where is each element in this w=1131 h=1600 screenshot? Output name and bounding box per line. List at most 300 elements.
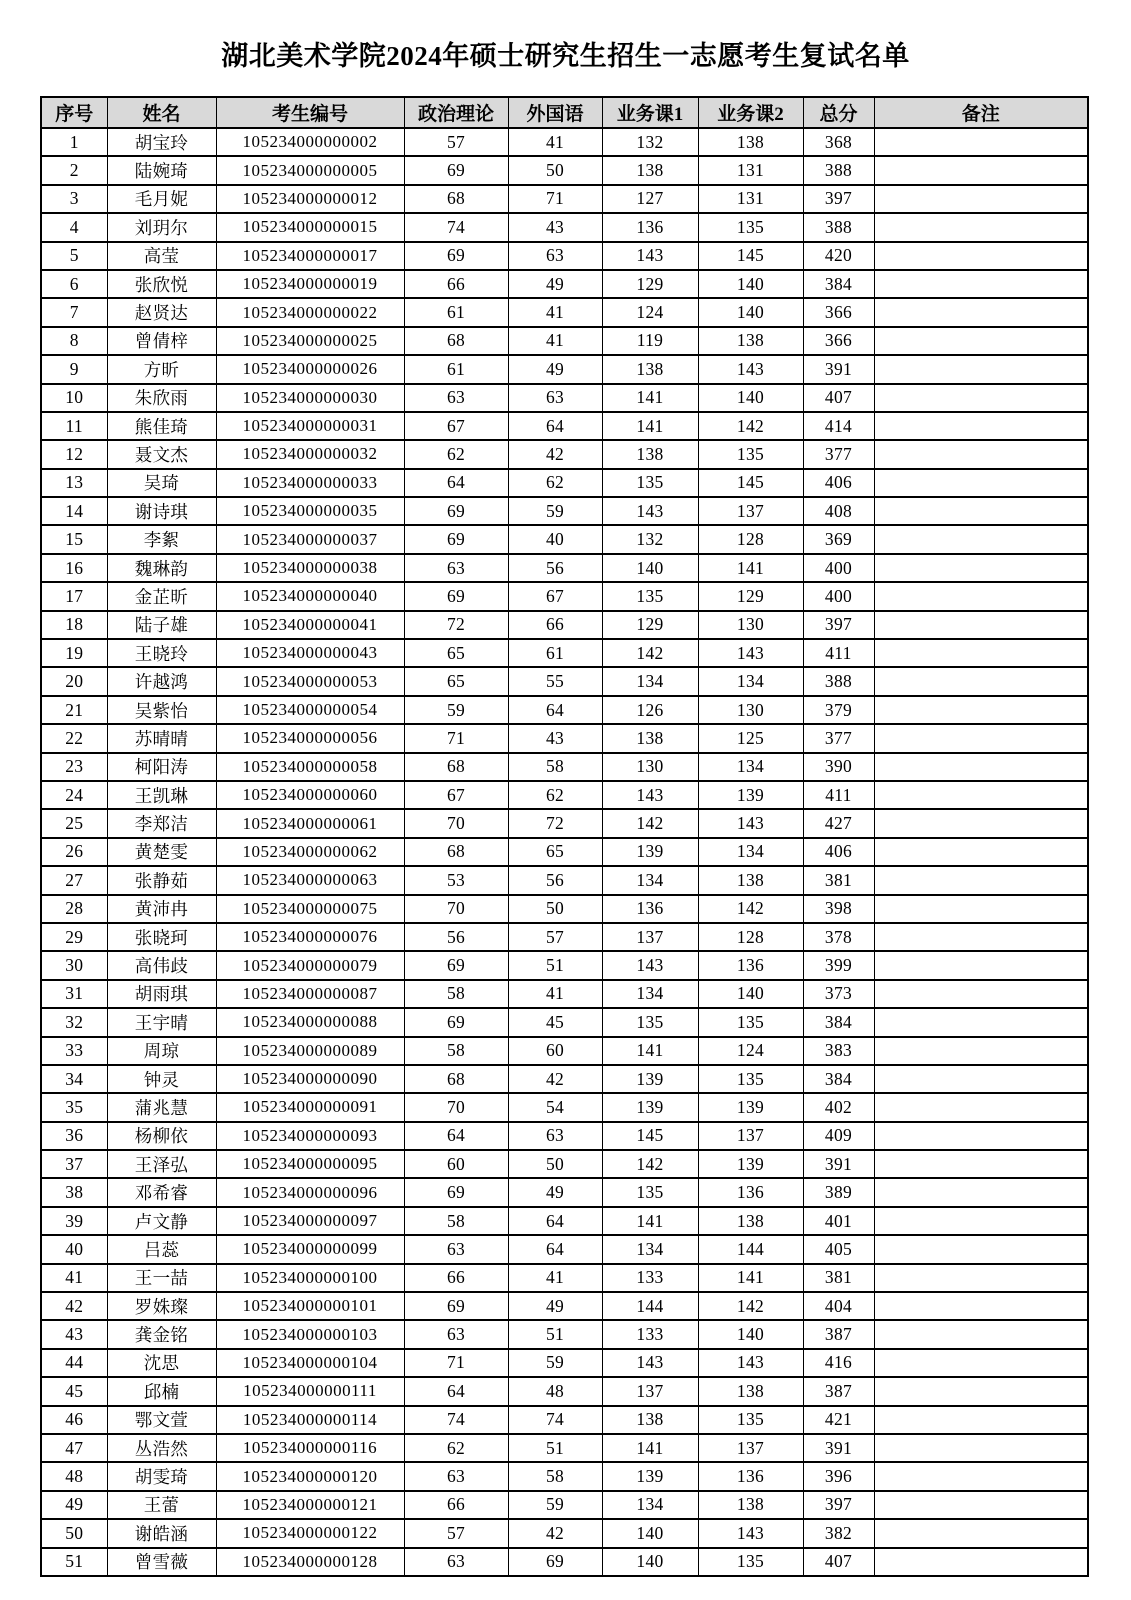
column-header-foreign-language: 外国语 <box>508 97 602 128</box>
table-row <box>41 1150 1088 1178</box>
cell-candidate-id: 105234000000054 <box>216 696 404 724</box>
cell-course2: 138 <box>698 128 803 156</box>
cell-politics: 66 <box>404 1491 508 1519</box>
cell-no: 9 <box>41 355 107 383</box>
cell-foreign-language: 71 <box>508 185 602 213</box>
cell-name: 胡宝玲 <box>107 128 216 156</box>
cell-name: 金芷昕 <box>107 582 216 610</box>
cell-name: 曾倩梓 <box>107 327 216 355</box>
cell-course1: 145 <box>602 1122 698 1150</box>
table-row <box>41 866 1088 894</box>
cell-course2: 131 <box>698 185 803 213</box>
cell-total: 383 <box>803 1037 874 1065</box>
cell-remark <box>874 1065 1088 1093</box>
cell-candidate-id: 105234000000093 <box>216 1122 404 1150</box>
cell-foreign-language: 41 <box>508 980 602 1008</box>
table-row <box>41 667 1088 695</box>
cell-politics: 61 <box>404 298 508 326</box>
cell-course2: 130 <box>698 611 803 639</box>
cell-foreign-language: 54 <box>508 1093 602 1121</box>
cell-course1: 140 <box>602 1519 698 1547</box>
cell-remark <box>874 781 1088 809</box>
cell-total: 397 <box>803 1491 874 1519</box>
cell-no: 24 <box>41 781 107 809</box>
cell-politics: 71 <box>404 724 508 752</box>
cell-candidate-id: 105234000000005 <box>216 156 404 184</box>
cell-politics: 63 <box>404 1462 508 1490</box>
cell-name: 吴琦 <box>107 469 216 497</box>
cell-remark <box>874 185 1088 213</box>
table-row <box>41 1519 1088 1547</box>
cell-remark <box>874 213 1088 241</box>
cell-remark <box>874 1292 1088 1320</box>
cell-foreign-language: 63 <box>508 1122 602 1150</box>
cell-total: 377 <box>803 440 874 468</box>
cell-no: 51 <box>41 1548 107 1576</box>
cell-course1: 138 <box>602 724 698 752</box>
column-header-no: 序号 <box>41 97 107 128</box>
cell-name: 张欣悦 <box>107 270 216 298</box>
cell-politics: 65 <box>404 639 508 667</box>
cell-no: 10 <box>41 384 107 412</box>
cell-candidate-id: 105234000000060 <box>216 781 404 809</box>
cell-course1: 143 <box>602 781 698 809</box>
cell-candidate-id: 105234000000002 <box>216 128 404 156</box>
cell-total: 366 <box>803 327 874 355</box>
cell-course2: 134 <box>698 753 803 781</box>
cell-candidate-id: 105234000000111 <box>216 1377 404 1405</box>
cell-course2: 140 <box>698 980 803 1008</box>
cell-name: 曾雪薇 <box>107 1548 216 1576</box>
cell-total: 408 <box>803 497 874 525</box>
cell-no: 15 <box>41 525 107 553</box>
cell-candidate-id: 105234000000122 <box>216 1519 404 1547</box>
cell-course2: 136 <box>698 951 803 979</box>
cell-total: 391 <box>803 1434 874 1462</box>
cell-course1: 143 <box>602 951 698 979</box>
cell-no: 46 <box>41 1406 107 1434</box>
cell-name: 魏琳韵 <box>107 554 216 582</box>
cell-name: 胡雨琪 <box>107 980 216 1008</box>
cell-name: 柯阳涛 <box>107 753 216 781</box>
cell-total: 397 <box>803 185 874 213</box>
cell-total: 390 <box>803 753 874 781</box>
cell-course2: 138 <box>698 1207 803 1235</box>
cell-name: 王泽弘 <box>107 1150 216 1178</box>
cell-remark <box>874 582 1088 610</box>
cell-course2: 142 <box>698 1292 803 1320</box>
cell-politics: 68 <box>404 327 508 355</box>
cell-no: 39 <box>41 1207 107 1235</box>
table-row <box>41 156 1088 184</box>
cell-candidate-id: 105234000000017 <box>216 242 404 270</box>
cell-course1: 133 <box>602 1264 698 1292</box>
cell-candidate-id: 105234000000075 <box>216 895 404 923</box>
cell-total: 368 <box>803 128 874 156</box>
cell-candidate-id: 105234000000058 <box>216 753 404 781</box>
cell-candidate-id: 105234000000033 <box>216 469 404 497</box>
cell-total: 388 <box>803 156 874 184</box>
cell-course2: 141 <box>698 1264 803 1292</box>
cell-course1: 141 <box>602 384 698 412</box>
cell-remark <box>874 497 1088 525</box>
cell-candidate-id: 105234000000030 <box>216 384 404 412</box>
cell-course2: 139 <box>698 1093 803 1121</box>
cell-remark <box>874 866 1088 894</box>
cell-politics: 63 <box>404 1235 508 1263</box>
cell-foreign-language: 49 <box>508 355 602 383</box>
cell-candidate-id: 105234000000121 <box>216 1491 404 1519</box>
column-header-remark: 备注 <box>874 97 1088 128</box>
cell-politics: 70 <box>404 1093 508 1121</box>
cell-candidate-id: 105234000000031 <box>216 412 404 440</box>
cell-name: 苏晴晴 <box>107 724 216 752</box>
cell-remark <box>874 639 1088 667</box>
cell-no: 45 <box>41 1377 107 1405</box>
table-row <box>41 1037 1088 1065</box>
cell-foreign-language: 43 <box>508 724 602 752</box>
cell-name: 黄楚雯 <box>107 838 216 866</box>
cell-foreign-language: 59 <box>508 497 602 525</box>
cell-foreign-language: 66 <box>508 611 602 639</box>
cell-politics: 68 <box>404 838 508 866</box>
cell-name: 陆子雄 <box>107 611 216 639</box>
cell-course2: 140 <box>698 298 803 326</box>
cell-no: 25 <box>41 809 107 837</box>
cell-course2: 135 <box>698 440 803 468</box>
cell-name: 许越鸿 <box>107 667 216 695</box>
cell-foreign-language: 50 <box>508 895 602 923</box>
cell-politics: 66 <box>404 270 508 298</box>
cell-remark <box>874 1491 1088 1519</box>
cell-name: 李絮 <box>107 525 216 553</box>
candidates-table <box>40 96 1089 1577</box>
cell-total: 384 <box>803 1065 874 1093</box>
cell-politics: 57 <box>404 1519 508 1547</box>
table-row <box>41 554 1088 582</box>
cell-course1: 141 <box>602 1434 698 1462</box>
cell-foreign-language: 42 <box>508 1519 602 1547</box>
cell-foreign-language: 40 <box>508 525 602 553</box>
cell-course1: 141 <box>602 1037 698 1065</box>
cell-course1: 140 <box>602 1548 698 1576</box>
cell-no: 28 <box>41 895 107 923</box>
cell-politics: 68 <box>404 1065 508 1093</box>
cell-no: 12 <box>41 440 107 468</box>
cell-foreign-language: 62 <box>508 781 602 809</box>
cell-candidate-id: 105234000000096 <box>216 1178 404 1206</box>
cell-course1: 130 <box>602 753 698 781</box>
cell-candidate-id: 105234000000076 <box>216 923 404 951</box>
cell-course1: 134 <box>602 866 698 894</box>
cell-foreign-language: 42 <box>508 440 602 468</box>
cell-politics: 69 <box>404 951 508 979</box>
cell-foreign-language: 48 <box>508 1377 602 1405</box>
column-header-course1: 业务课1 <box>602 97 698 128</box>
cell-no: 49 <box>41 1491 107 1519</box>
cell-candidate-id: 105234000000088 <box>216 1008 404 1036</box>
cell-course2: 140 <box>698 270 803 298</box>
cell-course2: 139 <box>698 1150 803 1178</box>
cell-foreign-language: 65 <box>508 838 602 866</box>
cell-foreign-language: 63 <box>508 384 602 412</box>
column-header-name: 姓名 <box>107 97 216 128</box>
cell-politics: 58 <box>404 980 508 1008</box>
cell-candidate-id: 105234000000015 <box>216 213 404 241</box>
cell-course2: 137 <box>698 1122 803 1150</box>
cell-course1: 139 <box>602 1462 698 1490</box>
cell-politics: 62 <box>404 1434 508 1462</box>
cell-total: 387 <box>803 1377 874 1405</box>
cell-foreign-language: 67 <box>508 582 602 610</box>
cell-course2: 125 <box>698 724 803 752</box>
cell-politics: 72 <box>404 611 508 639</box>
cell-total: 382 <box>803 1519 874 1547</box>
cell-course2: 141 <box>698 554 803 582</box>
table-row <box>41 1122 1088 1150</box>
cell-total: 420 <box>803 242 874 270</box>
cell-remark <box>874 1349 1088 1377</box>
cell-total: 388 <box>803 213 874 241</box>
cell-total: 400 <box>803 582 874 610</box>
cell-remark <box>874 696 1088 724</box>
cell-remark <box>874 525 1088 553</box>
cell-no: 30 <box>41 951 107 979</box>
table-row <box>41 440 1088 468</box>
cell-course2: 129 <box>698 582 803 610</box>
cell-no: 36 <box>41 1122 107 1150</box>
cell-course1: 141 <box>602 1207 698 1235</box>
cell-course1: 138 <box>602 1406 698 1434</box>
cell-foreign-language: 64 <box>508 1207 602 1235</box>
cell-total: 391 <box>803 355 874 383</box>
cell-total: 411 <box>803 639 874 667</box>
cell-politics: 66 <box>404 1264 508 1292</box>
cell-candidate-id: 105234000000025 <box>216 327 404 355</box>
cell-remark <box>874 1093 1088 1121</box>
cell-name: 邱楠 <box>107 1377 216 1405</box>
cell-candidate-id: 105234000000091 <box>216 1093 404 1121</box>
table-header-row <box>41 97 1088 128</box>
cell-course2: 138 <box>698 1377 803 1405</box>
table-row <box>41 895 1088 923</box>
cell-politics: 58 <box>404 1207 508 1235</box>
cell-candidate-id: 105234000000037 <box>216 525 404 553</box>
cell-course2: 128 <box>698 525 803 553</box>
cell-course2: 143 <box>698 809 803 837</box>
cell-name: 丛浩然 <box>107 1434 216 1462</box>
cell-foreign-language: 43 <box>508 213 602 241</box>
cell-name: 龚金铭 <box>107 1320 216 1348</box>
cell-remark <box>874 128 1088 156</box>
cell-total: 404 <box>803 1292 874 1320</box>
cell-course2: 143 <box>698 639 803 667</box>
table-row <box>41 1434 1088 1462</box>
table-row <box>41 1178 1088 1206</box>
cell-candidate-id: 105234000000103 <box>216 1320 404 1348</box>
cell-foreign-language: 45 <box>508 1008 602 1036</box>
cell-course1: 138 <box>602 355 698 383</box>
cell-total: 407 <box>803 1548 874 1576</box>
cell-course2: 140 <box>698 1320 803 1348</box>
cell-total: 378 <box>803 923 874 951</box>
cell-politics: 62 <box>404 440 508 468</box>
cell-remark <box>874 1207 1088 1235</box>
cell-name: 张晓珂 <box>107 923 216 951</box>
cell-foreign-language: 56 <box>508 554 602 582</box>
cell-politics: 58 <box>404 1037 508 1065</box>
cell-foreign-language: 61 <box>508 639 602 667</box>
cell-course1: 143 <box>602 1349 698 1377</box>
cell-no: 43 <box>41 1320 107 1348</box>
cell-course1: 119 <box>602 327 698 355</box>
cell-course1: 138 <box>602 156 698 184</box>
cell-candidate-id: 105234000000041 <box>216 611 404 639</box>
cell-candidate-id: 105234000000032 <box>216 440 404 468</box>
cell-politics: 69 <box>404 1008 508 1036</box>
table-row <box>41 838 1088 866</box>
cell-total: 387 <box>803 1320 874 1348</box>
cell-course2: 135 <box>698 213 803 241</box>
cell-total: 421 <box>803 1406 874 1434</box>
table-row <box>41 128 1088 156</box>
cell-remark <box>874 1377 1088 1405</box>
cell-course2: 137 <box>698 1434 803 1462</box>
cell-course1: 143 <box>602 242 698 270</box>
cell-name: 黄沛冉 <box>107 895 216 923</box>
cell-course2: 124 <box>698 1037 803 1065</box>
cell-remark <box>874 384 1088 412</box>
cell-name: 方昕 <box>107 355 216 383</box>
cell-total: 381 <box>803 866 874 894</box>
cell-remark <box>874 469 1088 497</box>
cell-foreign-language: 41 <box>508 298 602 326</box>
cell-foreign-language: 51 <box>508 1434 602 1462</box>
table-row <box>41 1093 1088 1121</box>
cell-candidate-id: 105234000000090 <box>216 1065 404 1093</box>
cell-no: 8 <box>41 327 107 355</box>
cell-remark <box>874 440 1088 468</box>
column-header-candidate-id: 考生编号 <box>216 97 404 128</box>
cell-name: 杨柳依 <box>107 1122 216 1150</box>
cell-course2: 138 <box>698 866 803 894</box>
cell-candidate-id: 105234000000038 <box>216 554 404 582</box>
cell-course1: 138 <box>602 440 698 468</box>
cell-no: 38 <box>41 1178 107 1206</box>
page-title: 湖北美术学院2024年硕士研究生招生一志愿考生复试名单 <box>221 41 910 71</box>
cell-name: 毛月妮 <box>107 185 216 213</box>
cell-politics: 57 <box>404 128 508 156</box>
cell-course1: 127 <box>602 185 698 213</box>
cell-politics: 70 <box>404 895 508 923</box>
cell-course2: 143 <box>698 1519 803 1547</box>
cell-politics: 65 <box>404 667 508 695</box>
table-row <box>41 525 1088 553</box>
cell-name: 赵贤达 <box>107 298 216 326</box>
cell-candidate-id: 105234000000116 <box>216 1434 404 1462</box>
table-row <box>41 781 1088 809</box>
table-row <box>41 1008 1088 1036</box>
cell-no: 47 <box>41 1434 107 1462</box>
cell-politics: 74 <box>404 1406 508 1434</box>
cell-foreign-language: 41 <box>508 1264 602 1292</box>
cell-name: 陆婉琦 <box>107 156 216 184</box>
table-row <box>41 951 1088 979</box>
cell-course2: 134 <box>698 667 803 695</box>
cell-no: 26 <box>41 838 107 866</box>
cell-candidate-id: 105234000000053 <box>216 667 404 695</box>
cell-remark <box>874 1519 1088 1547</box>
cell-course1: 132 <box>602 525 698 553</box>
table-row <box>41 497 1088 525</box>
cell-total: 389 <box>803 1178 874 1206</box>
table-row <box>41 1377 1088 1405</box>
cell-no: 14 <box>41 497 107 525</box>
cell-course1: 141 <box>602 412 698 440</box>
cell-course2: 135 <box>698 1548 803 1576</box>
cell-no: 48 <box>41 1462 107 1490</box>
cell-candidate-id: 105234000000097 <box>216 1207 404 1235</box>
cell-foreign-language: 63 <box>508 242 602 270</box>
cell-foreign-language: 56 <box>508 866 602 894</box>
table-row <box>41 242 1088 270</box>
cell-remark <box>874 1434 1088 1462</box>
cell-candidate-id: 105234000000040 <box>216 582 404 610</box>
cell-foreign-language: 41 <box>508 327 602 355</box>
cell-course2: 143 <box>698 355 803 383</box>
cell-candidate-id: 105234000000128 <box>216 1548 404 1576</box>
cell-foreign-language: 49 <box>508 1292 602 1320</box>
cell-no: 2 <box>41 156 107 184</box>
cell-course1: 139 <box>602 1093 698 1121</box>
table-row <box>41 412 1088 440</box>
cell-no: 29 <box>41 923 107 951</box>
cell-course1: 137 <box>602 923 698 951</box>
cell-remark <box>874 1150 1088 1178</box>
cell-name: 谢诗琪 <box>107 497 216 525</box>
cell-remark <box>874 1178 1088 1206</box>
cell-name: 吴紫怡 <box>107 696 216 724</box>
cell-remark <box>874 554 1088 582</box>
cell-course2: 136 <box>698 1462 803 1490</box>
cell-name: 周琼 <box>107 1037 216 1065</box>
cell-course1: 135 <box>602 582 698 610</box>
table-row <box>41 1462 1088 1490</box>
cell-course2: 131 <box>698 156 803 184</box>
cell-course1: 129 <box>602 270 698 298</box>
cell-no: 17 <box>41 582 107 610</box>
cell-course1: 133 <box>602 1320 698 1348</box>
cell-candidate-id: 105234000000099 <box>216 1235 404 1263</box>
cell-name: 卢文静 <box>107 1207 216 1235</box>
cell-remark <box>874 1008 1088 1036</box>
cell-course2: 136 <box>698 1178 803 1206</box>
cell-name: 吕蕊 <box>107 1235 216 1263</box>
cell-politics: 69 <box>404 156 508 184</box>
cell-total: 366 <box>803 298 874 326</box>
cell-no: 4 <box>41 213 107 241</box>
cell-no: 22 <box>41 724 107 752</box>
cell-foreign-language: 74 <box>508 1406 602 1434</box>
table-row <box>41 1349 1088 1377</box>
cell-remark <box>874 298 1088 326</box>
cell-course2: 130 <box>698 696 803 724</box>
cell-total: 411 <box>803 781 874 809</box>
cell-course1: 134 <box>602 667 698 695</box>
cell-candidate-id: 105234000000062 <box>216 838 404 866</box>
cell-remark <box>874 412 1088 440</box>
cell-foreign-language: 72 <box>508 809 602 837</box>
